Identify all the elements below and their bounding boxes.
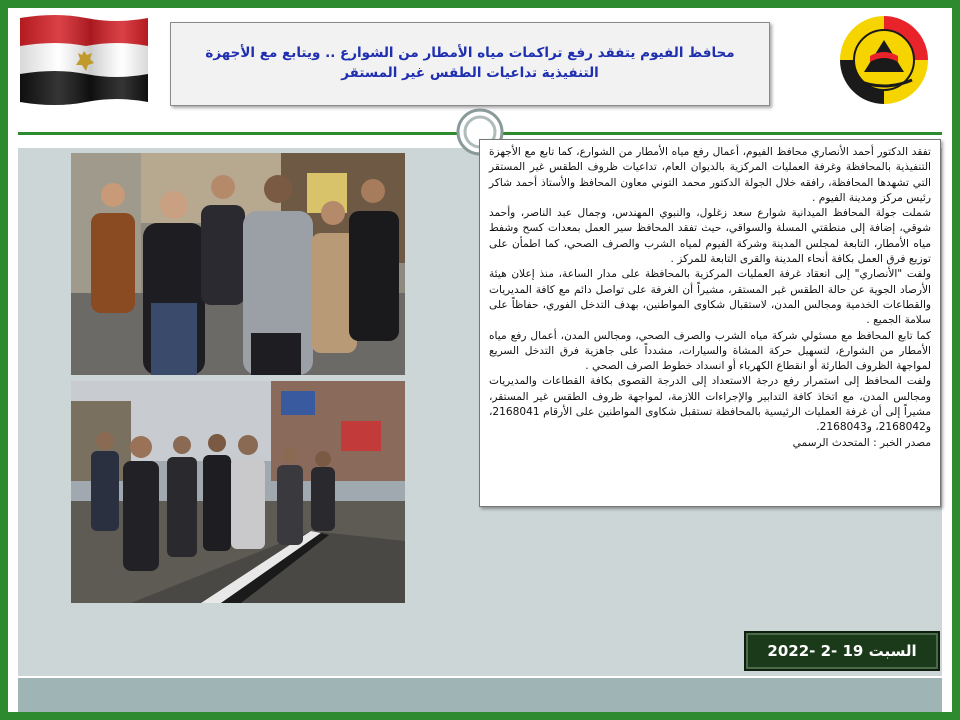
article-body	[479, 139, 941, 507]
headline-box	[170, 22, 770, 106]
article-paragraph: ولفت المحافظ إلى استمرار رفع درجة الاستعداد إلى الدرجة القصوى بكافة القطاعات والمديريات ومجالس المدن، مع اتخاذ كافة التدابير والإجراءات اللازمة، لمواجهة ظروف الطقس غير المستقر، مشيراً إلى أن غرفة العمليات الرئيسية بالمحافظة تستقبل شكاوى المواطنين على الأرقام 2168041، و2168042، و2168043.	[489, 375, 931, 434]
fayoum-logo-icon	[834, 10, 934, 110]
article-paragraph: شملت جولة المحافظ الميدانية شوارع سعد زغلول، والنبوي المهندس، وجمال عبد الناصر، وأحمد شوقي، إضافة إلى منطقتي المسلة والسواقي، حيث تفقد المحافظ سير العمل بمعدات كسح وشفط مياه الأمطار، التابعة لمجلس المدينة وشركة الفيوم لمياه الشرب والصرف الصحي، كما اطمأن على توزيع فرق العمل بكافة أنحاء المدينة والقرى التابعة للمركز .	[489, 207, 931, 266]
date-badge	[744, 631, 940, 671]
article-paragraph: كما تابع المحافظ مع مسئولي شركة مياه الشرب والصرف الصحي، ومجالس المدن، أعمال رفع مياه الأمطار من الشوارع، لتسهيل حركة المشاة والسيارات، مشدداً على جاهزية فرق التدخل السريع لمواجهة الظروف الطارئة أو انقطاع الكهرباء أو انسداد خطوط الصرف الصحي .	[489, 329, 931, 373]
headline: محافظ الفيوم يتفقد رفع تراكمات مياه الأمطار من الشوارع .. ويتابع مع الأجهزة التنفيذية تداعيات الطقس غير المستقر	[205, 45, 735, 81]
footer-band	[18, 678, 942, 712]
bulletin-frame	[8, 8, 952, 712]
article-source: مصدر الخبر : المتحدث الرسمي	[792, 436, 931, 449]
inspection-photo-1	[71, 153, 405, 375]
article-paragraph: تفقد الدكتور أحمد الأنصاري محافظ الفيوم، أعمال رفع مياه الأمطار من الشوارع، كما تابع مع الأجهزة التنفيذية بالمحافظة وغرفة العمليات المركزية بالديوان العام، تداعيات ظروف الطقس غير المستقر التي تشهدها المحافظة، رافقه خلال الجولة الدكتور محمد التوني معاون المحافظ والأستاذ أحمد شاكر رئيس مركز ومدينة الفيوم .	[489, 146, 931, 204]
date-label: السبت 19 -2 -2022	[767, 642, 917, 660]
inspection-photo-2	[71, 381, 405, 603]
egypt-flag-icon	[16, 12, 152, 108]
article-paragraph: ولفت "الأنصاري" إلى انعقاد غرفة العمليات المركزية بالمحافظة على مدار الساعة، منذ إعلان هيئة الأرصاد الجوية عن حالة الطقس غير المستقر، مشيراً أن الغرفة على تواصل دائم مع كافة المديريات والقطاعات الخدمية ومجالس المدن، لاستقبال شكاوى المواطنين، بهدف التدخل الفوري، حفاظاً على سلامة الجميع .	[489, 268, 931, 327]
